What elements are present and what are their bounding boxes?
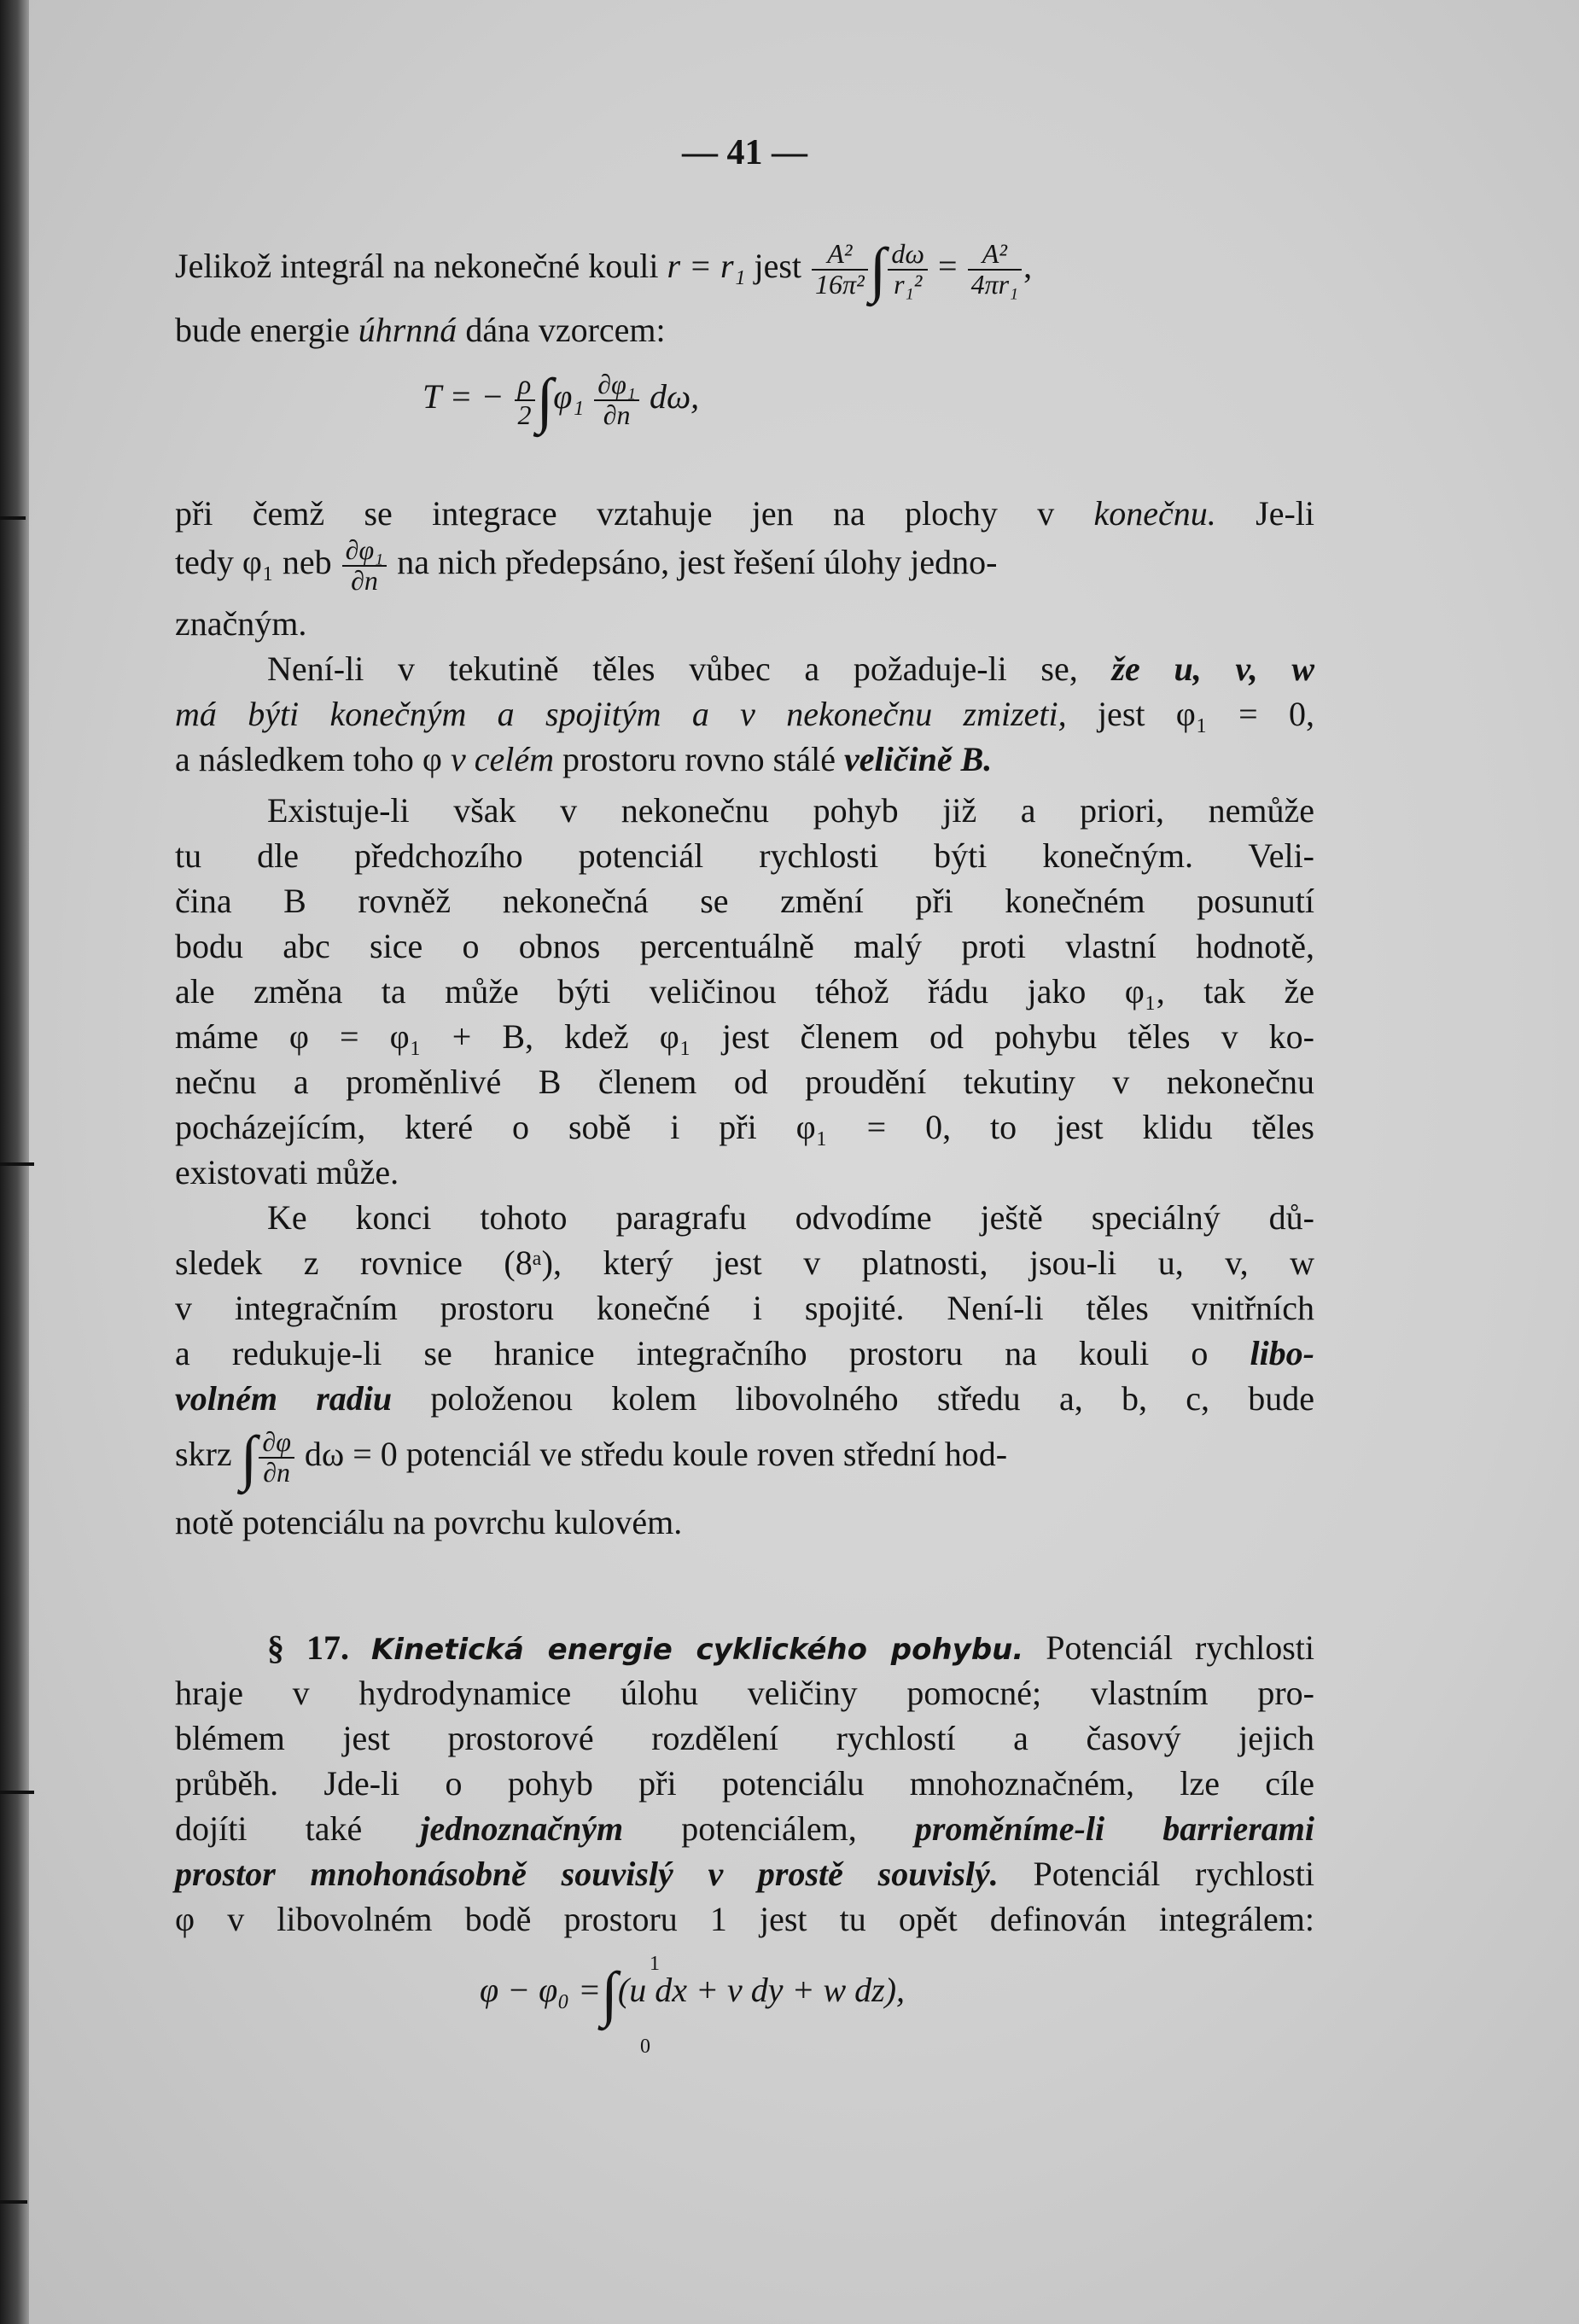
- fraction: $\frac{\partial\varphi}{\partial n}$: [259, 1428, 294, 1487]
- integral-sign: ∫: [869, 236, 887, 304]
- left-margin-mark: [0, 1791, 34, 1794]
- fraction: $\frac{\text{∂φ₁}}{\partial n}$: [342, 536, 387, 595]
- para4-line3: čina B rovněž nekonečná se změní při konečném posunutí: [175, 882, 1314, 920]
- section17-line5: dojíti také jednoznačným potenciálem, proměníme-li barrierami: [175, 1809, 1315, 1848]
- left-margin-mark: [0, 516, 26, 520]
- para3-line3: a následkem toho φ v celém prostoru rovno stálé veličině B.: [175, 740, 993, 778]
- para2-line2: tedy φ₁ neb $\frac{\text{∂φ₁}}{\partial n}$ na nich předepsáno, jest řešení úlohy jedno-: [175, 534, 998, 596]
- para5-line6: skrz ∫ $\frac{\partial\varphi}{\partial n}$ dω = 0 potenciál ve středu koule roven střední hod-: [175, 1424, 1008, 1492]
- para2-line1: při čemž se integrace vztahuje jen na plochy v konečnu. Je-li: [175, 494, 1314, 533]
- fraction: $\frac{d\omega}{\text{r₁²}}$: [888, 240, 928, 299]
- para3-line2: má býti konečným a spojitým a v nekonečnu zmizeti, jest φ₁ = 0,: [175, 695, 1314, 733]
- para4-line5: ale změna ta může býti veličinou téhož řádu jako φ₁, tak že: [175, 972, 1314, 1011]
- fraction: $\frac{\text{∂φ₁}}{\partial n}$: [594, 370, 639, 429]
- para5-line1: Ke konci tohoto paragrafu odvodíme ještě speciálný dů-: [267, 1198, 1314, 1237]
- section-title: Kinetická energie cyklického pohybu.: [370, 1633, 1024, 1667]
- book-page: [175, 128, 1314, 2176]
- para5-line2: sledek z rovnice (8ᵃ), který jest v platnosti, jsou-li u, v, w: [175, 1244, 1314, 1282]
- para4-line2: tu dle předchozího potenciál rychlosti býti konečným. Veli-: [175, 836, 1314, 875]
- para5-line3: v integračním prostoru konečné i spojité. Není-li těles vnitřních: [175, 1289, 1314, 1327]
- para1-line1: Jelikož integrál na nekonečné kouli r = r₁ jest $\frac{\text{A²}}{\text{16π²}}$ ∫ $\frac{d\omega}{\text{r₁²}}$ = $\frac{\text{A²}}{\text{4πr₁}}$ ,: [175, 236, 1033, 304]
- section17-line4: průběh. Jde-li o pohyb při potenciálu mnohoznačném, lze cíle: [175, 1764, 1314, 1803]
- section17-line6: prostor mnohonásobně souvislý v prostě souvislý. Potenciál rychlosti: [175, 1855, 1314, 1893]
- para4-line1: Existuje-li však v nekonečnu pohyb již a priori, nemůže: [267, 791, 1314, 830]
- fraction: $\frac{\rho}{2}$: [515, 370, 535, 429]
- para4-line7: nečnu a proměnlivé B členem od proudění tekutiny v nekonečnu: [175, 1063, 1314, 1101]
- fraction: $\frac{\text{A²}}{\text{4πr₁}}$: [968, 240, 1023, 299]
- section17-line3: blémem jest prostorové rozdělení rychlostí a časový jejich: [175, 1719, 1314, 1757]
- section17-line7: φ v libovolném bodě prostoru 1 jest tu opět definován integrálem:: [175, 1900, 1314, 1938]
- para1-line2: bude energie úhrnná dána vzorcem:: [175, 311, 666, 349]
- integral-sign: ∫: [536, 366, 554, 434]
- section-number: § 17.: [267, 1628, 349, 1667]
- formula-potential: φ − φ₀ =∫(u dx + v dy + w dz),: [480, 1960, 906, 2028]
- page-number: — 41 —: [682, 133, 807, 172]
- para4-line6: máme φ = φ₁ + B, kdež φ₁ jest členem od pohybu těles v ko-: [175, 1017, 1314, 1056]
- left-margin-mark: [0, 1162, 34, 1166]
- integral-sign: ∫: [240, 1424, 258, 1492]
- para3-line1: Není-li v tekutině těles vůbec a požaduje-li se, že u, v, w: [267, 649, 1315, 688]
- section17-heading-line: § 17. Kinetická energie cyklického pohybu. Potenciál rychlosti: [267, 1628, 1315, 1667]
- section17-line2: hraje v hydrodynamice úlohu veličiny pomocné; vlastním pro-: [175, 1674, 1314, 1712]
- left-margin-mark: [0, 2200, 27, 2204]
- fraction: $\frac{\text{A²}}{\text{16π²}}$: [812, 240, 868, 299]
- para5-line5: volném radiu položenou kolem libovolného středu a, b, c, bude: [175, 1379, 1314, 1418]
- integral-sign: ∫: [601, 1960, 618, 2028]
- para4-line4: bodu abc sice o obnos percentuálně malý proti vlastní hodnotě,: [175, 927, 1314, 965]
- integral-upper-limit: 1: [650, 1953, 660, 1975]
- para4-line8: pocházejícím, které o sobě i při φ₁ = 0, to jest klidu těles: [175, 1108, 1314, 1146]
- para5-line7: notě potenciálu na povrchu kulovém.: [175, 1503, 683, 1541]
- para2-line3: značným.: [175, 604, 307, 643]
- formula-energy: T = − $\frac{\rho}{2}$ ∫φ₁ $\frac{\text{∂φ₁}}{\partial n}$ dω,: [422, 366, 700, 434]
- para5-line4: a redukuje-li se hranice integračního prostoru na kouli o libo-: [175, 1334, 1314, 1372]
- para4-line9: existovati může.: [175, 1153, 399, 1191]
- integral-lower-limit: 0: [640, 2036, 650, 2058]
